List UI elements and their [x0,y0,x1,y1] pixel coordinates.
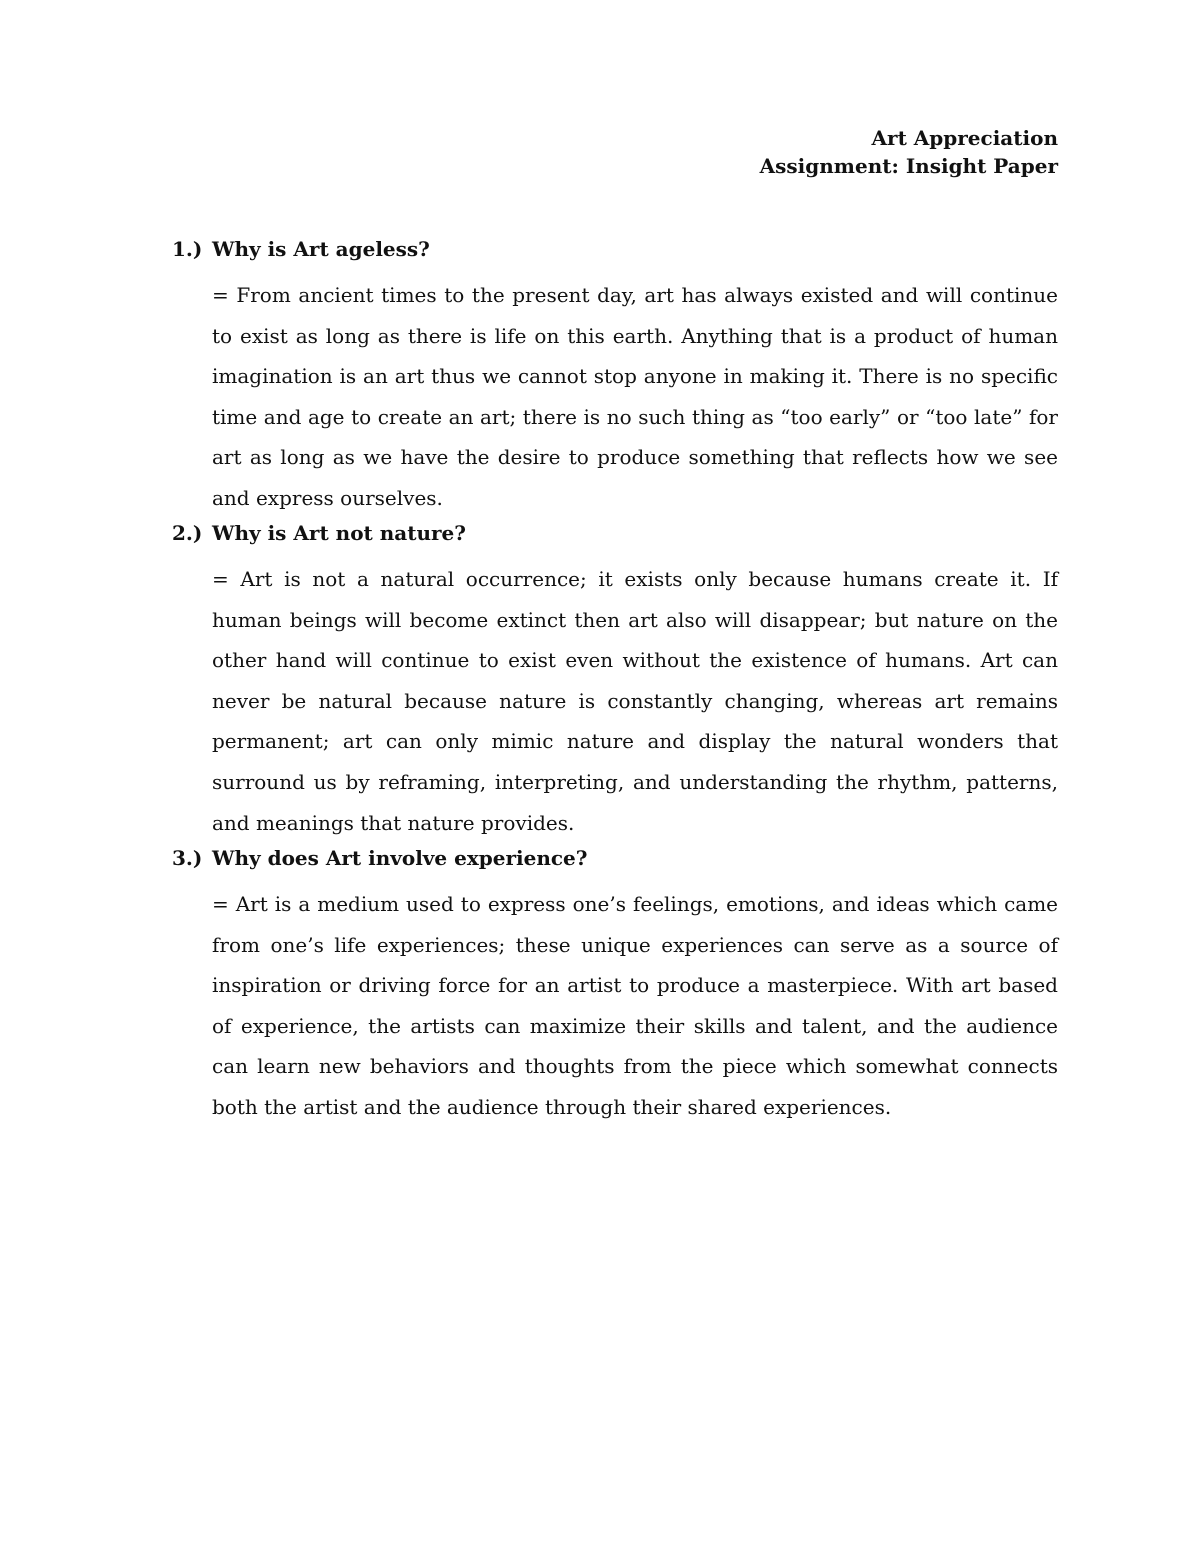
question-number: 2.) [172,521,203,545]
question-number: 3.) [172,846,203,870]
question-heading [172,844,1058,872]
assignment-title: Assignment: Insight Paper [759,154,1058,178]
question-heading [172,519,1058,547]
answer-paragraph: = Art is a medium used to express one’s feelings, emotions, and ideas which came from one’s life experiences; these unique experiences can serve as a source of inspiration or driving force for an artist to produce a masterpiece. With art based of experience, the artists can maximize their skills and talent, and the audience can learn new behaviors and thoughts from the piece which somewhat connects both the artist and the audience through their shared experiences. [212,892,1058,1119]
question-text: Why is Art not nature? [212,521,467,545]
course-title: Art Appreciation [871,126,1058,150]
answer-paragraph: = From ancient times to the present day, art has always existed and will continue to exist as long as there is life on this earth. Anything that is a product of human imagination is an art thus we cannot stop anyone in making it. There is no specific time and age to create an art; there is no such thing as “too early” or “too late” for art as long as we have the desire to produce something that reflects how we see and express ourselves. [212,283,1058,510]
question-text: Why is Art ageless? [212,237,430,261]
question-block-3 [172,844,1058,1128]
question-number: 1.) [172,237,203,261]
answer-paragraph: = Art is not a natural occurrence; it exists only because humans create it. If human beings will become extinct then art also will disappear; but nature on the other hand will continue to exist even without the existence of humans. Art can never be natural because nature is constantly changing, whereas art remains permanent; art can only mimic nature and display the natural wonders that surround us by reframing, interpreting, and understanding the rhythm, patterns, and meanings that nature provides. [212,567,1058,835]
question-heading [172,235,1058,263]
question-block-1 [172,235,1058,519]
document-header [760,124,1058,180]
question-text: Why does Art involve experience? [212,846,588,870]
question-block-2 [172,519,1058,843]
